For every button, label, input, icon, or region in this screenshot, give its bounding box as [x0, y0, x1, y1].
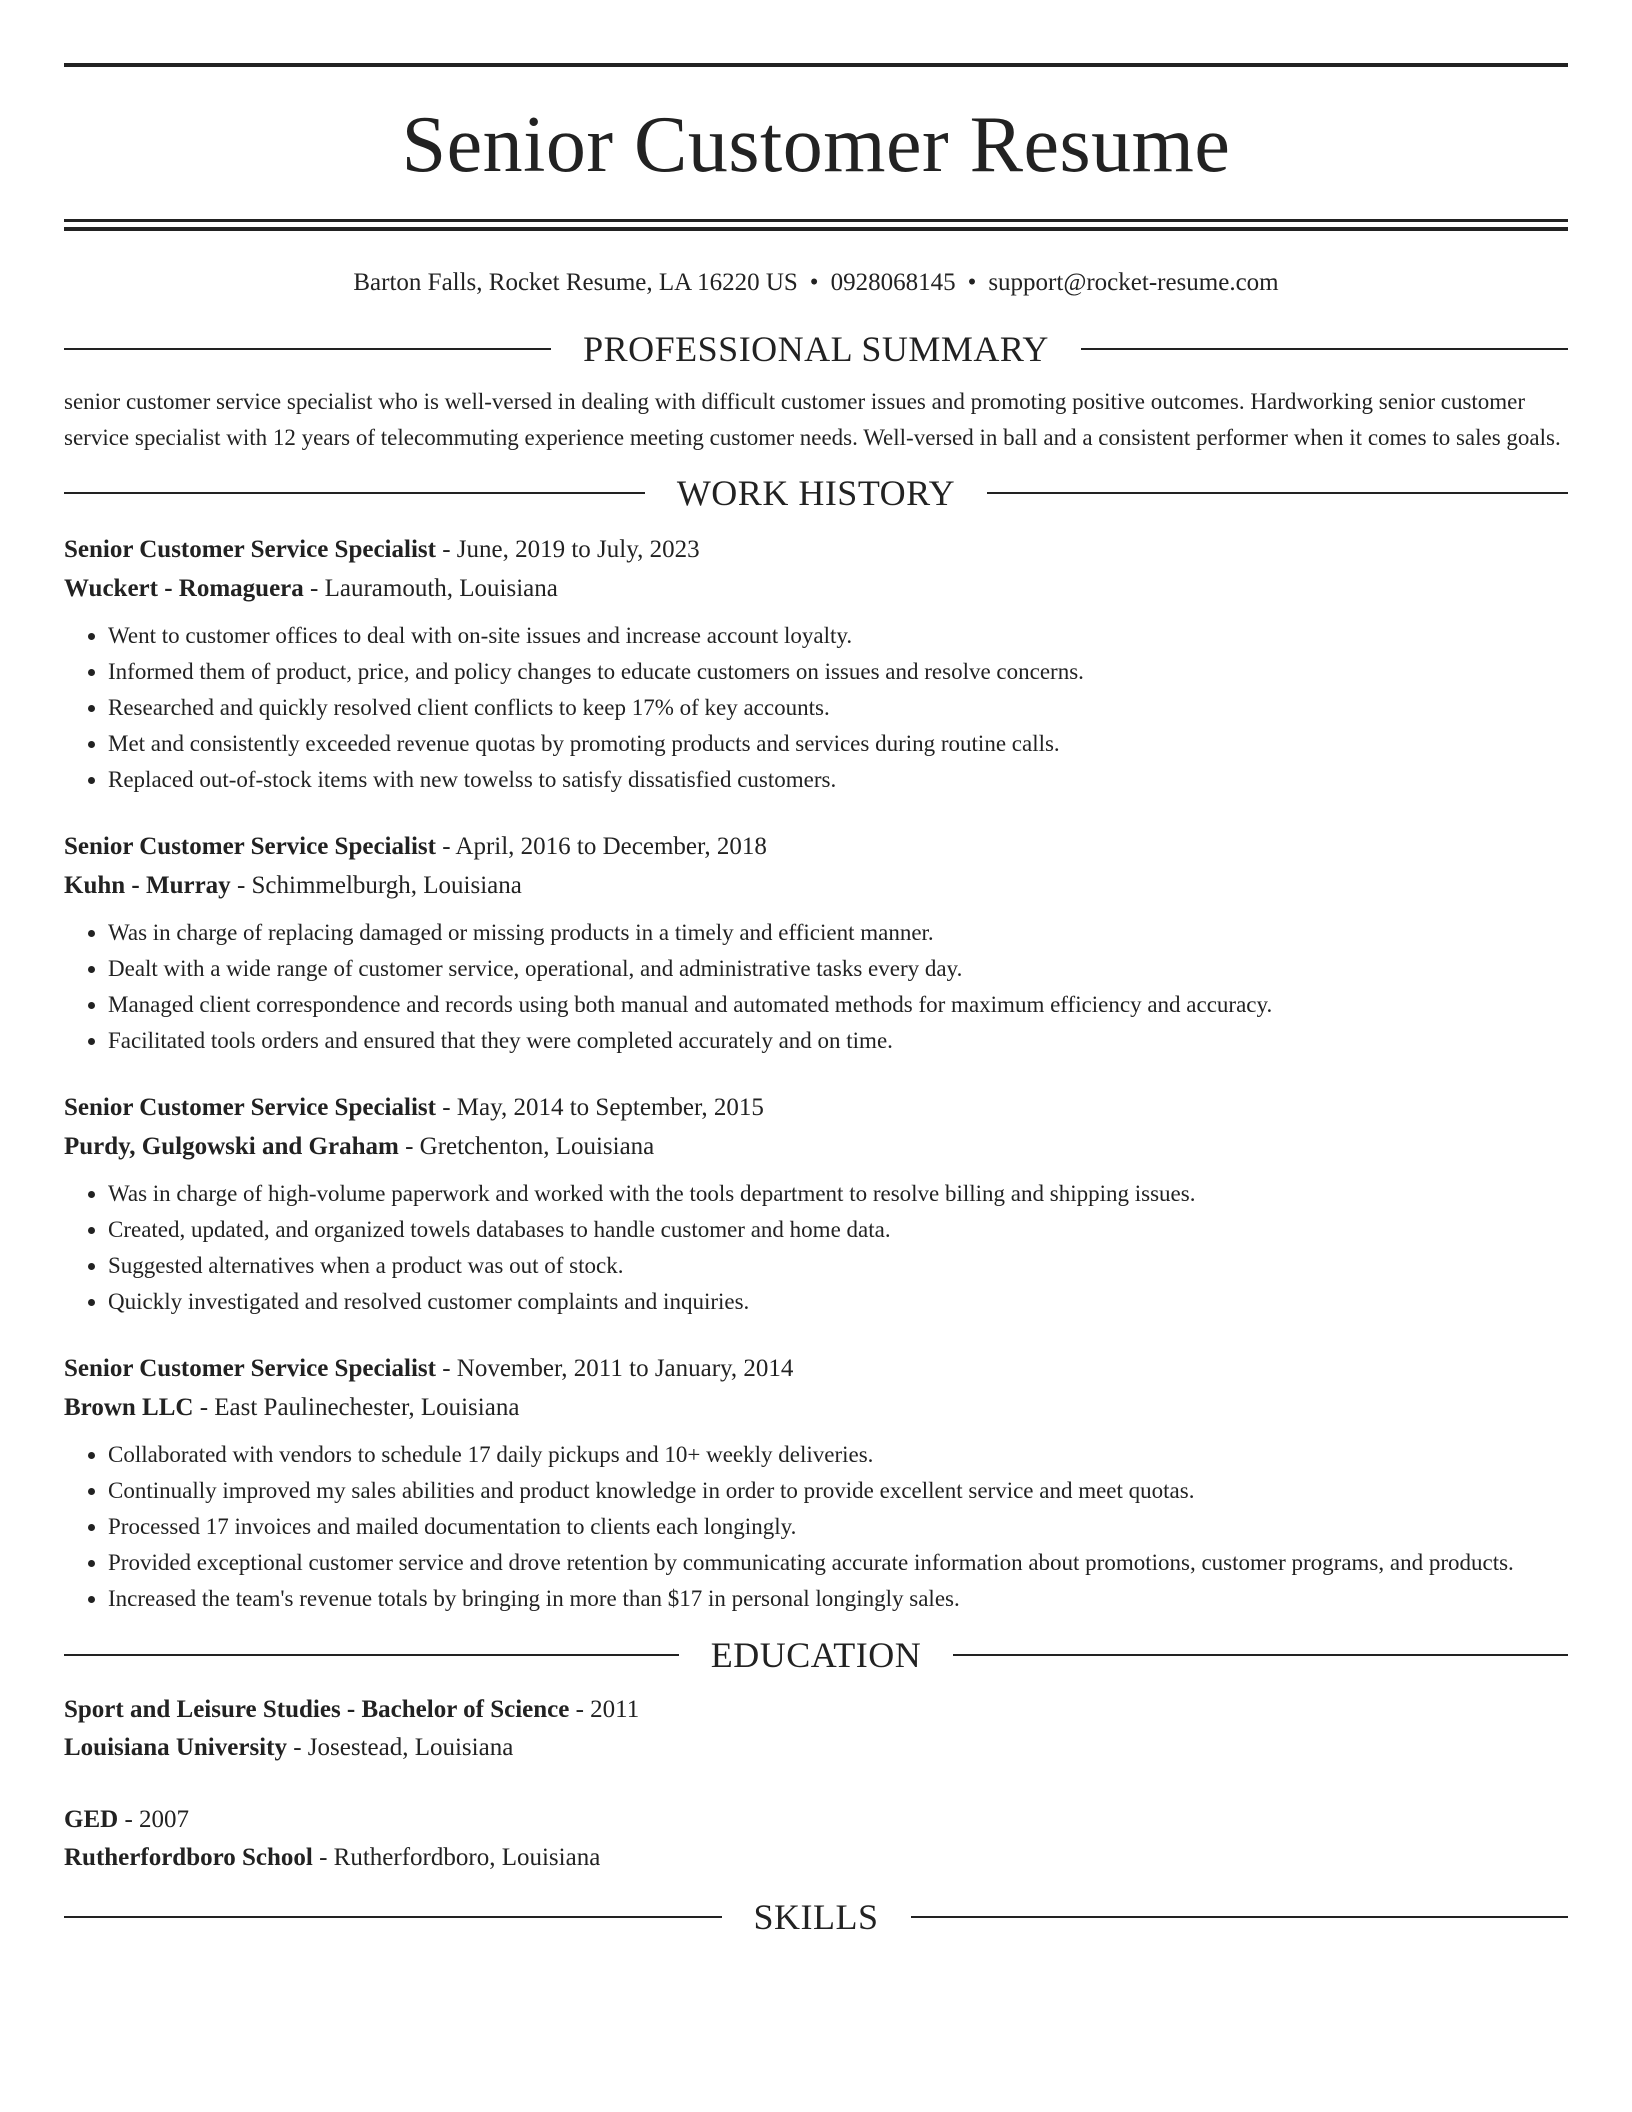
education-degree: GED — [64, 1806, 119, 1833]
job-location: - Schimmelburgh, Louisiana — [230, 872, 522, 899]
section-title: SKILLS — [753, 1897, 879, 1937]
heading-rule — [987, 492, 1568, 494]
education-degree: Sport and Leisure Studies - Bachelor of Science — [64, 1696, 570, 1723]
job-bullets — [64, 618, 1568, 798]
section-heading-education — [64, 1633, 1568, 1677]
job-bullet: • Quickly investigated and resolved customer complaints and inquiries. — [108, 1284, 1568, 1320]
section-heading-work — [64, 471, 1568, 515]
job-company: Purdy, Gulgowski and Graham — [64, 1133, 399, 1160]
contact-email: support@rocket-resume.com — [988, 269, 1279, 296]
job-bullet: • Went to customer offices to deal with on-site issues and increase account loyalty. — [108, 618, 1568, 654]
job-location: - East Paulinechester, Louisiana — [193, 1394, 520, 1421]
job-company: Wuckert - Romaguera — [64, 575, 304, 602]
job-company-line — [64, 1388, 1568, 1427]
education-school: Rutherfordboro School — [64, 1844, 313, 1871]
top-rule — [64, 63, 1568, 67]
job-dates: - June, 2019 to July, 2023 — [435, 536, 700, 563]
job-entry — [64, 1088, 1568, 1320]
education-degree-line — [64, 1691, 1568, 1729]
job-entry — [64, 827, 1568, 1059]
contact-separator: • — [967, 269, 977, 296]
job-bullet: • Continually improved my sales abilities and product knowledge in order to provide excellent service and meet quotas. — [108, 1473, 1568, 1509]
job-company-line — [64, 1127, 1568, 1166]
job-entry — [64, 530, 1568, 798]
heading-rule — [64, 1916, 722, 1918]
resume-page — [64, 0, 1568, 1939]
education-year: - 2007 — [118, 1806, 190, 1833]
job-bullet: • Processed 17 invoices and mailed documentation to clients each longingly. — [108, 1509, 1568, 1545]
job-bullet: • Increased the team's revenue totals by bringing in more than $17 in personal longingly sales. — [108, 1581, 1568, 1617]
job-bullet: • Created, updated, and organized towels databases to handle customer and home data. — [108, 1212, 1568, 1248]
contact-phone: 0928068145 — [830, 269, 956, 296]
contact-separator: • — [809, 269, 819, 296]
contact-line — [64, 268, 1568, 298]
education-location: - Rutherfordboro, Louisiana — [312, 1844, 601, 1871]
summary-text: senior customer service specialist who is well-versed in dealing with difficult customer issues and promoting positive outcomes. Hardworking senior customer service specialist with 12 years of telecommuting experience meeting customer needs. Well-versed in ball and a consistent performer when it comes to sales goals. — [64, 389, 1561, 450]
job-bullet: • Informed them of product, price, and policy changes to educate customers on issues and resolve concerns. — [108, 654, 1568, 690]
job-bullet: • Replaced out-of-stock items with new towelss to satisfy dissatisfied customers. — [108, 762, 1568, 798]
job-dates: - May, 2014 to September, 2015 — [435, 1094, 764, 1121]
job-company-line — [64, 569, 1568, 608]
job-bullet: • Suggested alternatives when a product was out of stock. — [108, 1248, 1568, 1284]
job-location: - Lauramouth, Louisiana — [303, 575, 558, 602]
job-location: - Gretchenton, Louisiana — [398, 1133, 655, 1160]
job-bullets — [64, 1176, 1568, 1320]
job-title-line — [64, 827, 1568, 866]
job-company: Kuhn - Murray — [64, 872, 231, 899]
job-bullet: • Researched and quickly resolved client conflicts to keep 17% of key accounts. — [108, 690, 1568, 726]
heading-rule — [911, 1916, 1569, 1918]
section-title: EDUCATION — [710, 1635, 922, 1675]
job-title: Senior Customer Service Specialist — [64, 536, 436, 563]
heading-rule — [64, 348, 551, 350]
job-bullet: • Managed client correspondence and records using both manual and automated methods for maximum efficiency and accuracy. — [108, 987, 1568, 1023]
job-company: Brown LLC — [64, 1394, 194, 1421]
job-title: Senior Customer Service Specialist — [64, 1355, 436, 1382]
job-bullet: • Met and consistently exceeded revenue quotas by promoting products and services during routine calls. — [108, 726, 1568, 762]
heading-rule — [64, 1654, 679, 1656]
contact-address: Barton Falls, Rocket Resume, LA 16220 US — [353, 269, 798, 296]
education-entry — [64, 1801, 1568, 1877]
job-bullet: • Collaborated with vendors to schedule 17 daily pickups and 10+ weekly deliveries. — [108, 1437, 1568, 1473]
education-location: - Josestead, Louisiana — [286, 1734, 514, 1761]
job-title-line — [64, 1088, 1568, 1127]
education-school-line — [64, 1839, 1568, 1877]
job-bullet: • Dealt with a wide range of customer service, operational, and administrative tasks every day. — [108, 951, 1568, 987]
double-rule — [64, 219, 1568, 231]
education-year: - 2011 — [569, 1696, 640, 1723]
job-bullets — [64, 1437, 1568, 1617]
resume-name: Senior Customer Resume — [401, 101, 1231, 189]
education-degree-line — [64, 1801, 1568, 1839]
heading-rule — [1081, 348, 1568, 350]
section-title: WORK HISTORY — [676, 473, 956, 513]
job-bullet: • Provided exceptional customer service and drove retention by communicating accurate information about promotions, customer programs, and products. — [108, 1545, 1568, 1581]
job-title-line — [64, 1349, 1568, 1388]
job-dates: - April, 2016 to December, 2018 — [435, 833, 767, 860]
section-heading-summary — [64, 327, 1568, 371]
section-title: PROFESSIONAL SUMMARY — [583, 329, 1049, 369]
education-entry — [64, 1691, 1568, 1767]
job-entry — [64, 1349, 1568, 1617]
job-bullet: • Was in charge of replacing damaged or missing products in a timely and efficient manner. — [108, 915, 1568, 951]
job-title-line — [64, 530, 1568, 569]
job-bullets — [64, 915, 1568, 1059]
job-company-line — [64, 866, 1568, 905]
job-title: Senior Customer Service Specialist — [64, 1094, 436, 1121]
education-school: Louisiana University — [64, 1734, 287, 1761]
heading-rule — [953, 1654, 1568, 1656]
job-dates: - November, 2011 to January, 2014 — [435, 1355, 794, 1382]
heading-rule — [64, 492, 645, 494]
section-heading-skills — [64, 1895, 1568, 1939]
job-title: Senior Customer Service Specialist — [64, 833, 436, 860]
education-school-line — [64, 1729, 1568, 1767]
job-bullet: • Facilitated tools orders and ensured that they were completed accurately and on time. — [108, 1023, 1568, 1059]
job-bullet: • Was in charge of high-volume paperwork and worked with the tools department to resolve billing and shipping issues. — [108, 1176, 1568, 1212]
